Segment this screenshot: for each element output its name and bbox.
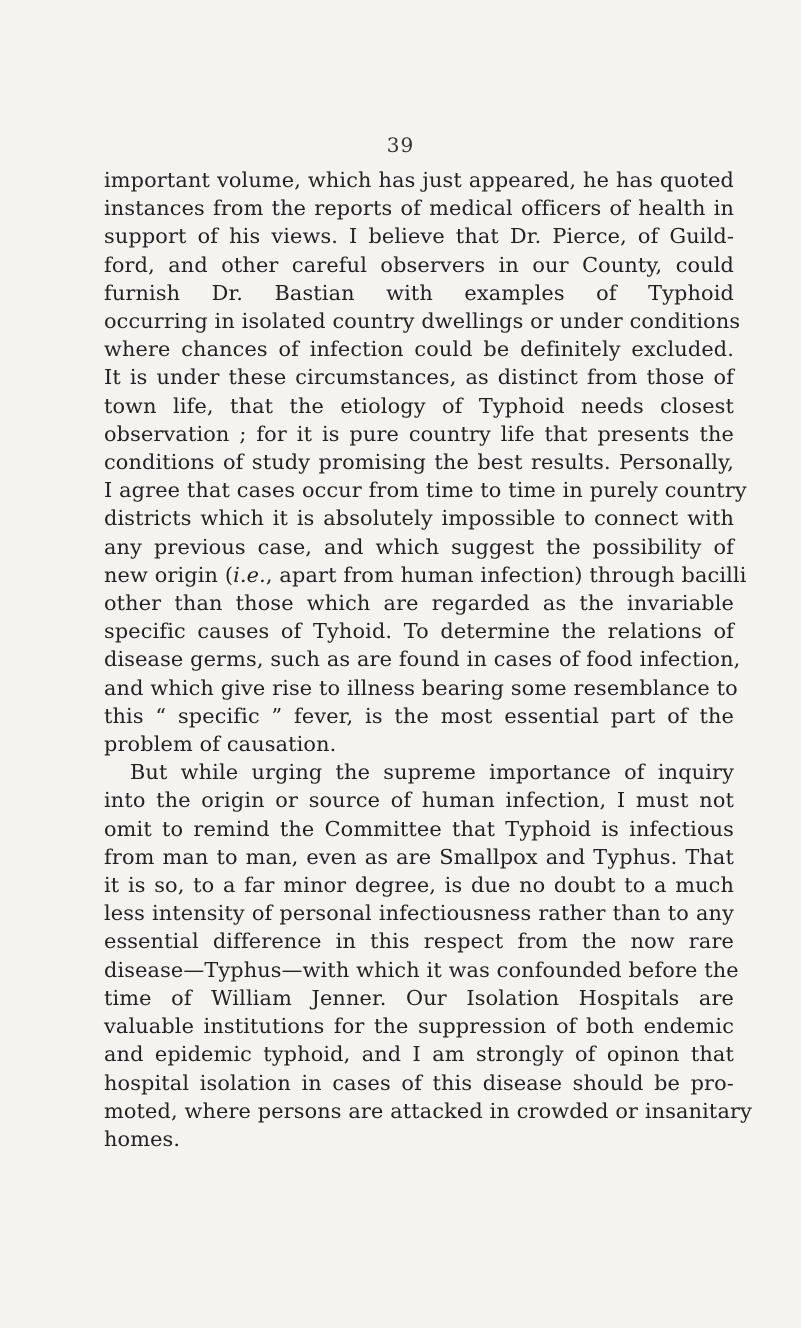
text-line: this “ specific ” fever, is the most essential part of the — [104, 703, 734, 728]
text-line: it is so, to a far minor degree, is due no doubt to a much — [104, 873, 734, 898]
text-line: and which give rise to illness bearing some resemblance to — [104, 675, 738, 700]
text-line: new origin (i.e., apart from human infection) through bacilli — [104, 562, 747, 587]
text-line: ford, and other careful observers in our County, could — [104, 252, 734, 277]
text-line: But while urging the supreme importance of inquiry — [130, 760, 734, 785]
text-line: homes. — [104, 1126, 181, 1151]
text-line: support of his views. I believe that Dr. Pierce, of Guild- — [104, 224, 734, 249]
text-line: town life, that the etiology of Typhoid needs closest — [104, 393, 734, 418]
text-line: conditions of study promising the best results. Personally, — [104, 450, 734, 475]
text-line: observation ; for it is pure country life that presents the — [104, 421, 734, 446]
text-line: furnish Dr. Bastian with examples of Typhoid — [104, 280, 734, 305]
paragraph-2 — [104, 758, 752, 1153]
text-line: less intensity of personal infectiousness rather than to any — [104, 901, 734, 926]
body-text — [104, 166, 752, 1153]
text-line: disease germs, such as are found in cases of food infection, — [104, 647, 741, 672]
text-line: occurring in isolated country dwellings or under conditions — [104, 309, 741, 334]
text-line: any previous case, and which suggest the possibility of — [104, 534, 734, 559]
text-line: essential difference in this respect from the now rare — [104, 929, 734, 954]
text-line: where chances of infection could be definitely excluded. — [104, 337, 734, 362]
text-line: It is under these circumstances, as distinct from those of — [104, 365, 734, 390]
text-line: instances from the reports of medical officers of health in — [104, 196, 734, 221]
page-number: 39 — [386, 133, 415, 157]
text-line: into the origin or source of human infection, I must not — [104, 788, 734, 813]
text-line: disease—Typhus—with which it was confounded before the — [104, 957, 739, 982]
text-line: omit to remind the Committee that Typhoid is infectious — [104, 816, 734, 841]
text-line: important volume, which has just appeared, he has quoted — [104, 168, 734, 192]
text-line: moted, where persons are attacked in crowded or insanitary — [104, 1098, 752, 1123]
text-line: other than those which are regarded as the invariable — [104, 591, 734, 616]
text-line: specific causes of Tyhoid. To determine the relations of — [104, 619, 734, 644]
text-line: valuable institutions for the suppression of both endemic — [104, 1014, 734, 1039]
text-line: and epidemic typhoid, and I am strongly of opinon that — [104, 1042, 734, 1067]
paragraph-1 — [104, 166, 747, 758]
text-line: time of William Jenner. Our Isolation Hospitals are — [104, 985, 734, 1010]
text-line: districts which it is absolutely impossible to connect with — [104, 506, 734, 531]
text-line: I agree that cases occur from time to time in purely country — [104, 478, 747, 503]
text-line: problem of causation. — [104, 732, 337, 757]
text-line: from man to man, even as are Smallpox and Typhus. That — [104, 844, 734, 869]
text-line: hospital isolation in cases of this disease should be pro- — [104, 1070, 734, 1095]
